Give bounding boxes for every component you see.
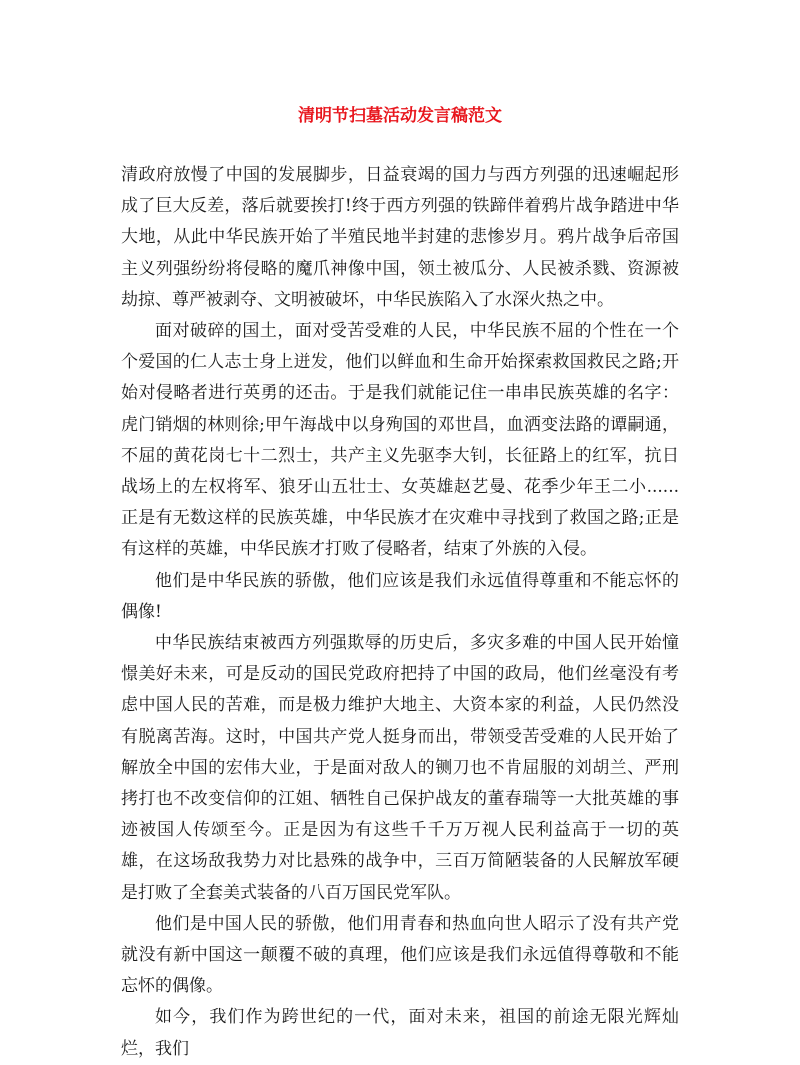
paragraph-2: 面对破碎的国土，面对受苦受难的人民，中华民族不屈的个性在一个个爱国的仁人志士身上迸发，他们以鲜血和生命开始探索救国救民之路;开始对侵略者进行英勇的还击。于是我们就能记住一串串民族英雄的名字：虎门销烟的林则徐;甲午海战中以身殉国的邓世昌，血洒变法路的谭嗣通，不屈的黄花岗七十二烈士，共产主义先驱李大钊，长征路上的红军，抗日战场上的左权将军、狼牙山五壮士、女英雄赵艺曼、花季少年王二小......正是有无数这样的民族英雄，中华民族才在灾难中寻找到了救国之路;正是有这样的英雄，中华民族才打败了侵略者，结束了外族的入侵。 — [121, 321, 679, 560]
paragraph-4: 中华民族结束被西方列强欺辱的历史后，多灾多难的中国人民开始憧憬美好未来，可是反动的国民党政府把持了中国的政局，他们丝毫没有考虑中国人民的苦难，而是极力维护大地主、大资本家的利益，人民仍然没有脱离苦海。这时，中国共产党人挺身而出，带领受苦受难的人民开始了解放全中国的宏伟大业，于是面对敌人的铡刀也不肯屈服的刘胡兰、严刑拷打也不改变信仰的江姐、牺牲自己保护战友的董春瑞等一大批英雄的事迹被国人传颂至今。正是因为有这些千千万万视人民利益高于一切的英雄，在这场敌我势力对比悬殊的战争中，三百万简陋装备的人民解放军硬是打败了全套美式装备的八百万国民党军队。 — [121, 633, 679, 903]
paragraph-5: 他们是中国人民的骄傲，他们用青春和热血向世人昭示了没有共产党就没有新中国这一颠覆不破的真理，他们应该是我们永远值得尊敬和不能忘怀的偶像。 — [121, 913, 679, 997]
paragraph-6: 如今，我们作为跨世纪的一代，面对未来，祖国的前途无限光辉灿烂，我们 — [121, 1007, 679, 1059]
paragraph-1: 清政府放慢了中国的发展脚步，日益衰竭的国力与西方列强的迅速崛起形成了巨大反差，落后就要挨打!终于西方列强的铁蹄伴着鸦片战争踏进中华大地，从此中华民族开始了半殖民地半封建的悲惨岁月。鸦片战争后帝国主义列强纷纷将侵略的魔爪神像中国，领土被瓜分、人民被杀戮、资源被劫掠、尊严被剥夺、文明被破坏，中华民族陷入了水深火热之中。 — [121, 165, 679, 310]
paragraph-3: 他们是中华民族的骄傲，他们应该是我们永远值得尊重和不能忘怀的偶像! — [121, 570, 679, 622]
document-body — [121, 160, 679, 1065]
document-title: 清明节扫墓活动发言稿范文 — [298, 106, 502, 126]
